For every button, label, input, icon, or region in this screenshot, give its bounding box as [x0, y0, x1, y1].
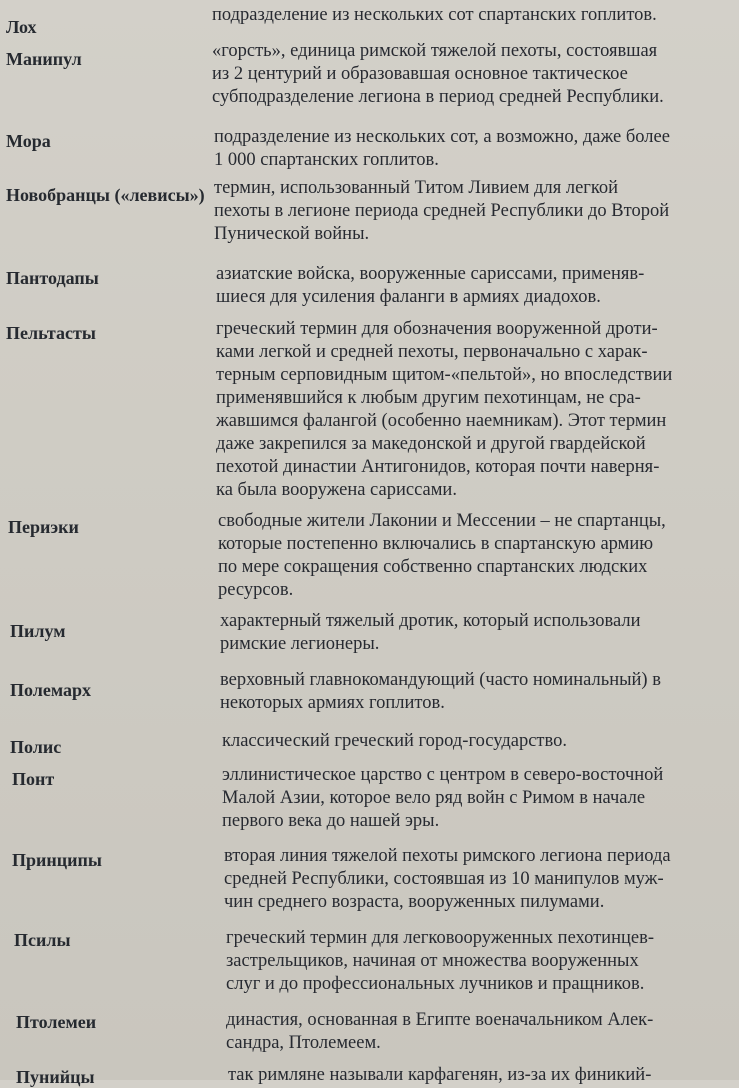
term	[12, 849, 102, 871]
definition-line: терным серповидным щитом-«пельтой», но впоследствии	[216, 365, 673, 385]
term	[14, 929, 71, 951]
term-line: Полемарх	[10, 680, 91, 700]
definition-line: азиатские войска, вооруженные сариссами, применяв-	[216, 264, 645, 284]
term	[6, 267, 99, 289]
definition	[228, 1064, 651, 1087]
definition-line: так римляне называли карфагенян, из-за их финикий-	[228, 1065, 652, 1085]
definition-line: Малой Азии, которое вело ряд войн с Римом в начале	[222, 788, 646, 808]
definition	[220, 669, 661, 715]
term	[6, 322, 96, 344]
definition-line: ресурсов.	[218, 580, 294, 600]
term-line: Принципы	[12, 850, 102, 870]
term	[10, 679, 91, 701]
definition-line: подразделение из нескольких сот спартанских гоплитов.	[212, 5, 657, 25]
definition-line: ками легкой и средней пехоты, первоначально с харак-	[216, 342, 648, 362]
term-line: Периэки	[8, 517, 79, 537]
definition-line: греческий термин для легковооруженных пехотинцев-	[226, 928, 654, 948]
definition-line: 1 000 спартанских гоплитов.	[214, 150, 439, 170]
term-line: («левисы»)	[114, 185, 205, 205]
definition-line: жавшимся фалангой (особенно наемникам). Этот термин	[216, 411, 667, 431]
term	[10, 736, 61, 758]
term-line: Пельтасты	[6, 323, 96, 343]
term	[6, 130, 51, 152]
term-line: Понт	[12, 769, 55, 789]
term-line: Лох	[6, 17, 37, 37]
term-line: Пилум	[10, 621, 66, 641]
definition-line: из 2 центурий и образовавшая основное тактическое	[212, 64, 628, 84]
definition	[220, 610, 641, 656]
definition-line: шиеся для усиления фаланги в армиях диадохов.	[216, 287, 601, 307]
definition-line: пехоты в легионе периода средней Республики до Второй	[214, 201, 670, 221]
definition-line: слуг и до профессиональных лучников и пращников.	[226, 974, 645, 994]
definition	[212, 4, 657, 27]
definition-line: свободные жители Лаконии и Мессении – не спартанцы,	[218, 511, 666, 531]
definition-line: первого века до нашей эры.	[222, 811, 440, 831]
definition-line: пехотой династии Антигонидов, которая почти наверня-	[216, 457, 660, 477]
term-line: Новобранцы	[6, 185, 110, 205]
definition-line: по мере сокращения собственно спартанских людских	[218, 557, 648, 577]
definition-line: «горсть», единица римской тяжелой пехоты, состоявшая	[212, 41, 658, 61]
term	[6, 184, 205, 206]
definition-line: эллинистическое царство с центром в северо-восточной	[222, 765, 664, 785]
definition-line: ка была вооружена сариссами.	[216, 480, 457, 500]
definition-line: даже закрепился за македонской и другой гвардейской	[216, 434, 646, 454]
definition	[216, 318, 672, 502]
definition-line: субподразделение легиона в период средней Республики.	[212, 87, 664, 107]
definition	[214, 126, 670, 172]
definition-line: династия, основанная в Египте военачальником Алек-	[226, 1010, 654, 1030]
term	[16, 1011, 96, 1033]
term	[16, 1066, 95, 1088]
definition	[222, 730, 567, 753]
definition-line: сандра, Птолемеем.	[226, 1033, 381, 1053]
definition	[218, 510, 666, 602]
term	[12, 768, 54, 790]
term-line: Полис	[10, 737, 62, 757]
term-line: Птолемеи	[16, 1012, 97, 1032]
definition-line: термин, использованный Титом Ливием для легкой	[214, 178, 619, 198]
term-line: Пантодапы	[6, 268, 99, 288]
definition	[224, 845, 671, 914]
definition-line: греческий термин для обозначения вооруженной дроти-	[216, 319, 658, 339]
term-line: Пунийцы	[16, 1067, 95, 1087]
term-line: Мора	[6, 131, 51, 151]
term-line: Манипул	[6, 49, 82, 69]
definition	[214, 177, 669, 246]
definition-line: вторая линия тяжелой пехоты римского легиона периода	[224, 846, 671, 866]
definition-line: применявшийся к любым другим пехотинцам, не сра-	[216, 388, 641, 408]
definition-line: характерный тяжелый дротик, который использовали	[220, 611, 641, 631]
definition-line: подразделение из нескольких сот, а возможно, даже более	[214, 127, 670, 147]
definition-line: Пунической войны.	[214, 224, 370, 244]
definition-line: средней Республики, состоявшая из 10 манипулов муж-	[224, 869, 664, 889]
definition	[222, 764, 663, 833]
term	[10, 620, 66, 642]
definition	[226, 1009, 653, 1055]
term	[6, 16, 37, 38]
definition-line: римские легионеры.	[220, 634, 380, 654]
term-line: Псилы	[14, 930, 71, 950]
definition	[212, 40, 664, 109]
term	[8, 516, 79, 538]
definition-line: застрельщиков, начиная от множества вооруженных	[226, 951, 639, 971]
term	[6, 48, 82, 70]
definition-line: чин среднего возраста, вооруженных пилумами.	[224, 892, 605, 912]
definition	[226, 927, 654, 996]
definition-line: которые постепенно включались в спартанскую армию	[218, 534, 654, 554]
definition-line: некоторых армиях гоплитов.	[220, 693, 445, 713]
definition-line: верховный главнокомандующий (часто номинальный) в	[220, 670, 661, 690]
definition	[216, 263, 644, 309]
definition-line: классический греческий город-государство.	[222, 731, 568, 751]
